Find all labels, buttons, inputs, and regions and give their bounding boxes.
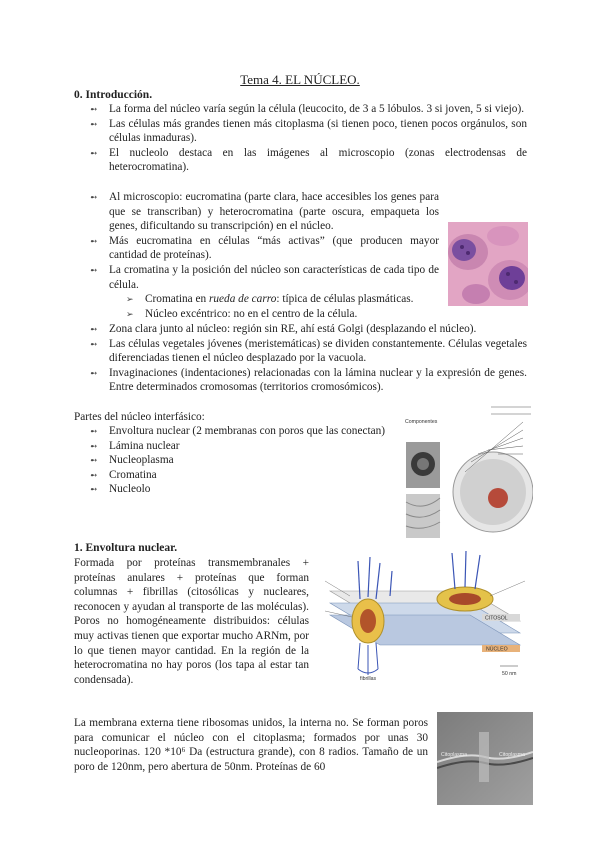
citosol-label: CITOSOL <box>485 615 508 622</box>
intro-sublist <box>126 292 445 321</box>
list-item: ➻ Nucleolo <box>90 483 151 496</box>
list-item: ➻ Lámina nuclear <box>90 439 180 452</box>
list-item: ➻ Al microscopio: eucromatina (parte clara, hace accesibles los genes para que se transcriban) y heterocromatina (parte oscura, empaqueta los genes, dificultando su transcripción) en el núcleo. <box>90 191 439 233</box>
nucleo-label: NÚCLEO <box>486 646 508 653</box>
scale-label: 50 nm <box>502 671 517 677</box>
em-left-label: Citoplasma <box>441 752 467 758</box>
chevron-bullet-icon: ➢ <box>126 294 134 304</box>
section1-heading: 1. Envoltura nuclear. <box>74 542 178 554</box>
components-label: Componentes <box>405 419 438 425</box>
parts-lead: Partes del núcleo interfásico: <box>74 411 205 423</box>
plasma-cell-micrograph <box>448 222 528 306</box>
em-right-label: Citoplasma <box>499 752 525 758</box>
list-item: ➢ Núcleo excéntrico: no en el centro de la célula. <box>126 307 358 320</box>
arrow-bullet-icon: ➻ <box>90 455 98 466</box>
arrow-bullet-icon: ➻ <box>90 235 98 246</box>
arrow-bullet-icon: ➻ <box>90 147 98 158</box>
list-item: ➻ Cromatina <box>90 468 157 481</box>
list-item: ➻ Nucleoplasma <box>90 454 174 467</box>
arrow-bullet-icon: ➻ <box>90 440 98 451</box>
list-item: ➻ Las células vegetales jóvenes (meristemáticas) se dividen constantemente. Células vegetales diferenciadas tienen el núcleo desplazado por la vacuola. <box>90 337 527 365</box>
arrow-bullet-icon: ➻ <box>90 426 98 436</box>
list-item: ➻ Envoltura nuclear (2 membranas con poros que las conectan) <box>90 425 386 437</box>
arrow-bullet-icon: ➻ <box>90 192 98 202</box>
page-title: Tema 4. EL NÚCLEO. <box>240 72 360 87</box>
list-item: ➻ Más eucromatina en células “más activas” (que producen mayor cantidad de proteínas). <box>90 234 439 262</box>
arrow-bullet-icon: ➻ <box>90 367 98 378</box>
list-item: ➻ Invaginaciones (indentaciones) relacionadas con la lámina nuclear y la expresión de genes. Entre determinados cromosomas (territorios cromosómicos). <box>90 366 527 394</box>
list-item: ➻ La cromatina y la posición del núcleo son características de cada tipo de célula. <box>90 263 439 291</box>
list-item: ➻ El nucleolo destaca en las imágenes al microscopio (zonas electrodensas de heterocromatina). <box>90 146 527 174</box>
pore-electron-micrograph <box>437 712 533 805</box>
intro-heading: 0. Introducción. <box>74 89 153 101</box>
nuclear-pore-diagram <box>320 551 532 681</box>
intro-list-a <box>90 102 527 175</box>
section1-paragraph-2: La membrana externa tiene ribosomas unidos, la interna no. Se forman poros para comunicar el núcleo con el citoplasma; formados por unas 30 nucleoporinas. 120 *10⁶ Da (estructura grande), con 8 radios. Tamaño de un poro de 120nm, pero abertura de 50nm. Proteínas de 60 <box>74 717 428 773</box>
arrow-bullet-icon: ➻ <box>90 338 98 349</box>
list-item: ➻ Zona clara junto al núcleo: región sin RE, ahí está Golgi (desplazando el núcleo). <box>90 323 477 335</box>
arrow-bullet-icon: ➻ <box>90 469 98 480</box>
list-item: ➻ La forma del núcleo varía según la célula (leucocito, de 3 a 5 lóbulos. 3 si joven, 5 si viejo). <box>90 103 525 115</box>
arrow-bullet-icon: ➻ <box>90 104 98 114</box>
arrow-bullet-icon: ➻ <box>90 118 98 129</box>
list-item: ➢ Cromatina en rueda de carro: típica de células plasmáticas. <box>126 293 414 305</box>
chevron-bullet-icon: ➢ <box>126 308 134 319</box>
arrow-bullet-icon: ➻ <box>90 484 98 495</box>
nucleus-components-figure <box>403 402 533 542</box>
intro-list-c <box>90 322 527 395</box>
fibrils-label: fibrillas <box>360 676 377 681</box>
section1-paragraph-1: Formada por proteínas transmembranales + proteínas anulares + proteínas que forman columnas + fibrillas (citosólicas y nucleares, reconocen y ayudan al transporte de las moléculas). Poros no homogéneamente distribuidos: células muy activas tienen que exportar mucho ARNm, por lo que tienen mayor cantidad. En la región de la heterocromatina no hay poros (los tapa al estar tan condensada). <box>74 557 309 686</box>
arrow-bullet-icon: ➻ <box>90 264 98 275</box>
parts-list <box>90 424 401 497</box>
arrow-bullet-icon: ➻ <box>90 324 98 334</box>
list-item: ➻ Las células más grandes tienen más citoplasma (si tienen poco, tienen pocos orgánulos, son células inmaduras). <box>90 117 527 145</box>
